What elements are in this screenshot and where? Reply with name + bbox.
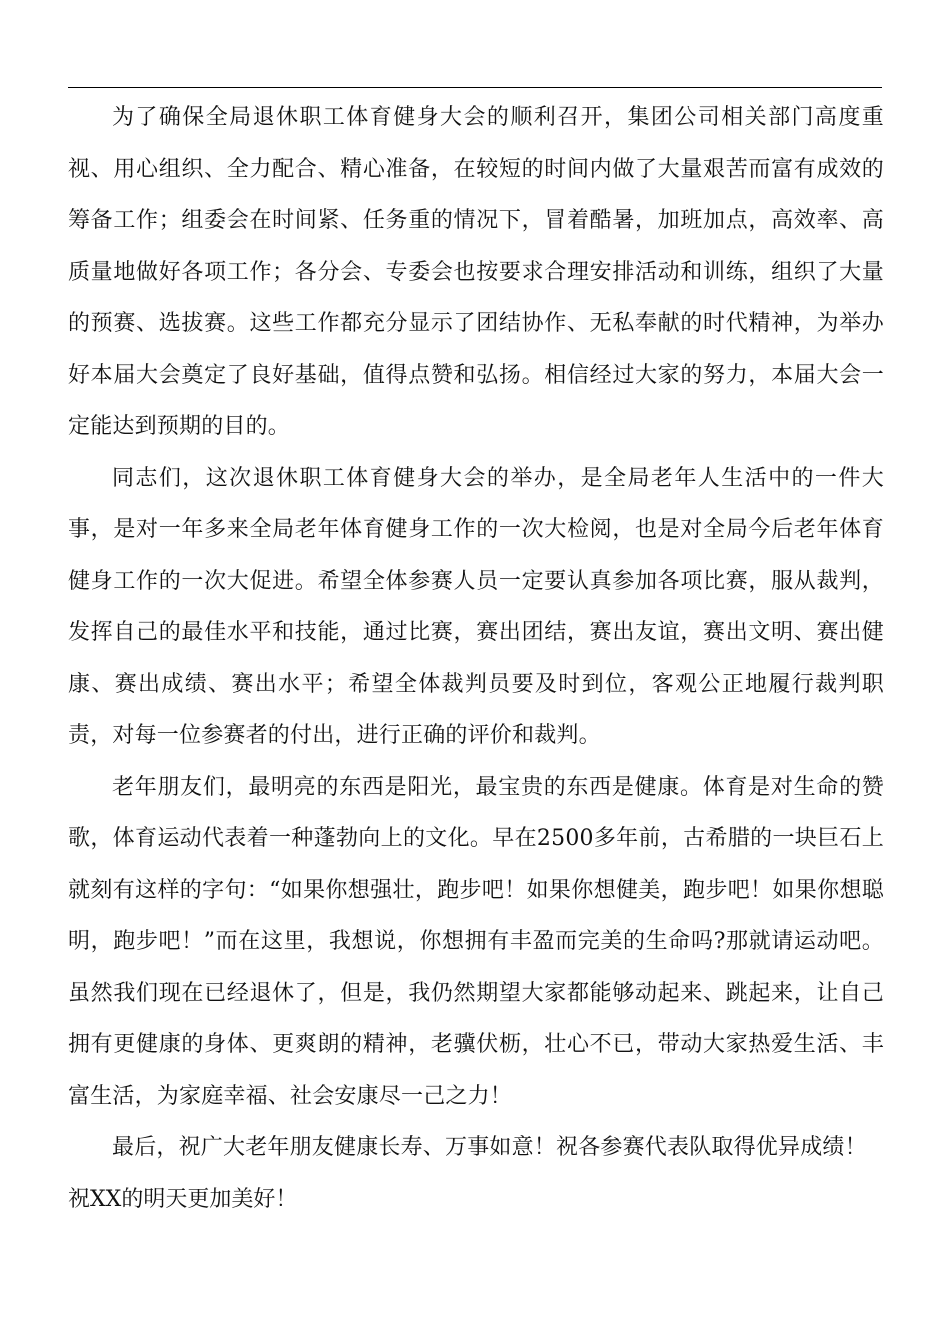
document-body <box>68 92 884 1225</box>
paragraph-elderly-friends: 老年朋友们，最明亮的东西是阳光，最宝贵的东西是健康。体育是对生命的赞歌，体育运动代表着一种蓬勃向上的文化。早在2500多年前，古希腊的一块巨石上就刻有这样的字句：“如果你想强壮，跑步吧！如果你想健美，跑步吧！如果你想聪明，跑步吧！”而在这里，我想说，你想拥有丰盈而完美的生命吗?那就请运动吧。虽然我们现在已经退休了，但是，我仍然期望大家都能够动起来、跳起来，让自己拥有更健康的身体、更爽朗的精神，老骥伏枥，壮心不已，带动大家热爱生活、丰富生活，为家庭幸福、社会安康尽一己之力！ <box>68 774 884 1109</box>
closing-line: 祝XX的明天更加美好！ <box>68 1186 298 1212</box>
paragraph-comrades: 同志们，这次退休职工体育健身大会的举办，是全局老年人生活中的一件大事，是对一年多来全局老年体育健身工作的一次大检阅，也是对全局今后老年体育健身工作的一次大促进。希望全体参赛人员一定要认真参加各项比赛，服从裁判，发挥自己的最佳水平和技能，通过比赛，赛出团结，赛出友谊，赛出文明、赛出健康、赛出成绩、赛出水平；希望全体裁判员要及时到位，客观公正地履行裁判职责，对每一位参赛者的付出，进行正确的评价和裁判。 <box>68 465 884 748</box>
header-rule <box>68 87 882 88</box>
paragraph-preparation: 为了确保全局退休职工体育健身大会的顺利召开，集团公司相关部门高度重视、用心组织、全力配合、精心准备，在较短的时间内做了大量艰苦而富有成效的筹备工作；组委会在时间紧、任务重的情况下，冒着酷暑，加班加点，高效率、高质量地做好各项工作；各分会、专委会也按要求合理安排活动和训练，组织了大量的预赛、选拔赛。这些工作都充分显示了团结协作、无私奉献的时代精神，为举办好本届大会奠定了良好基础，值得点赞和弘扬。相信经过大家的努力，本届大会一定能达到预期的目的。 <box>68 105 884 439</box>
paragraph-closing-wishes: 最后，祝广大老年朋友健康长寿、万事如意！祝各参赛代表队取得优异成绩！ <box>112 1135 867 1160</box>
